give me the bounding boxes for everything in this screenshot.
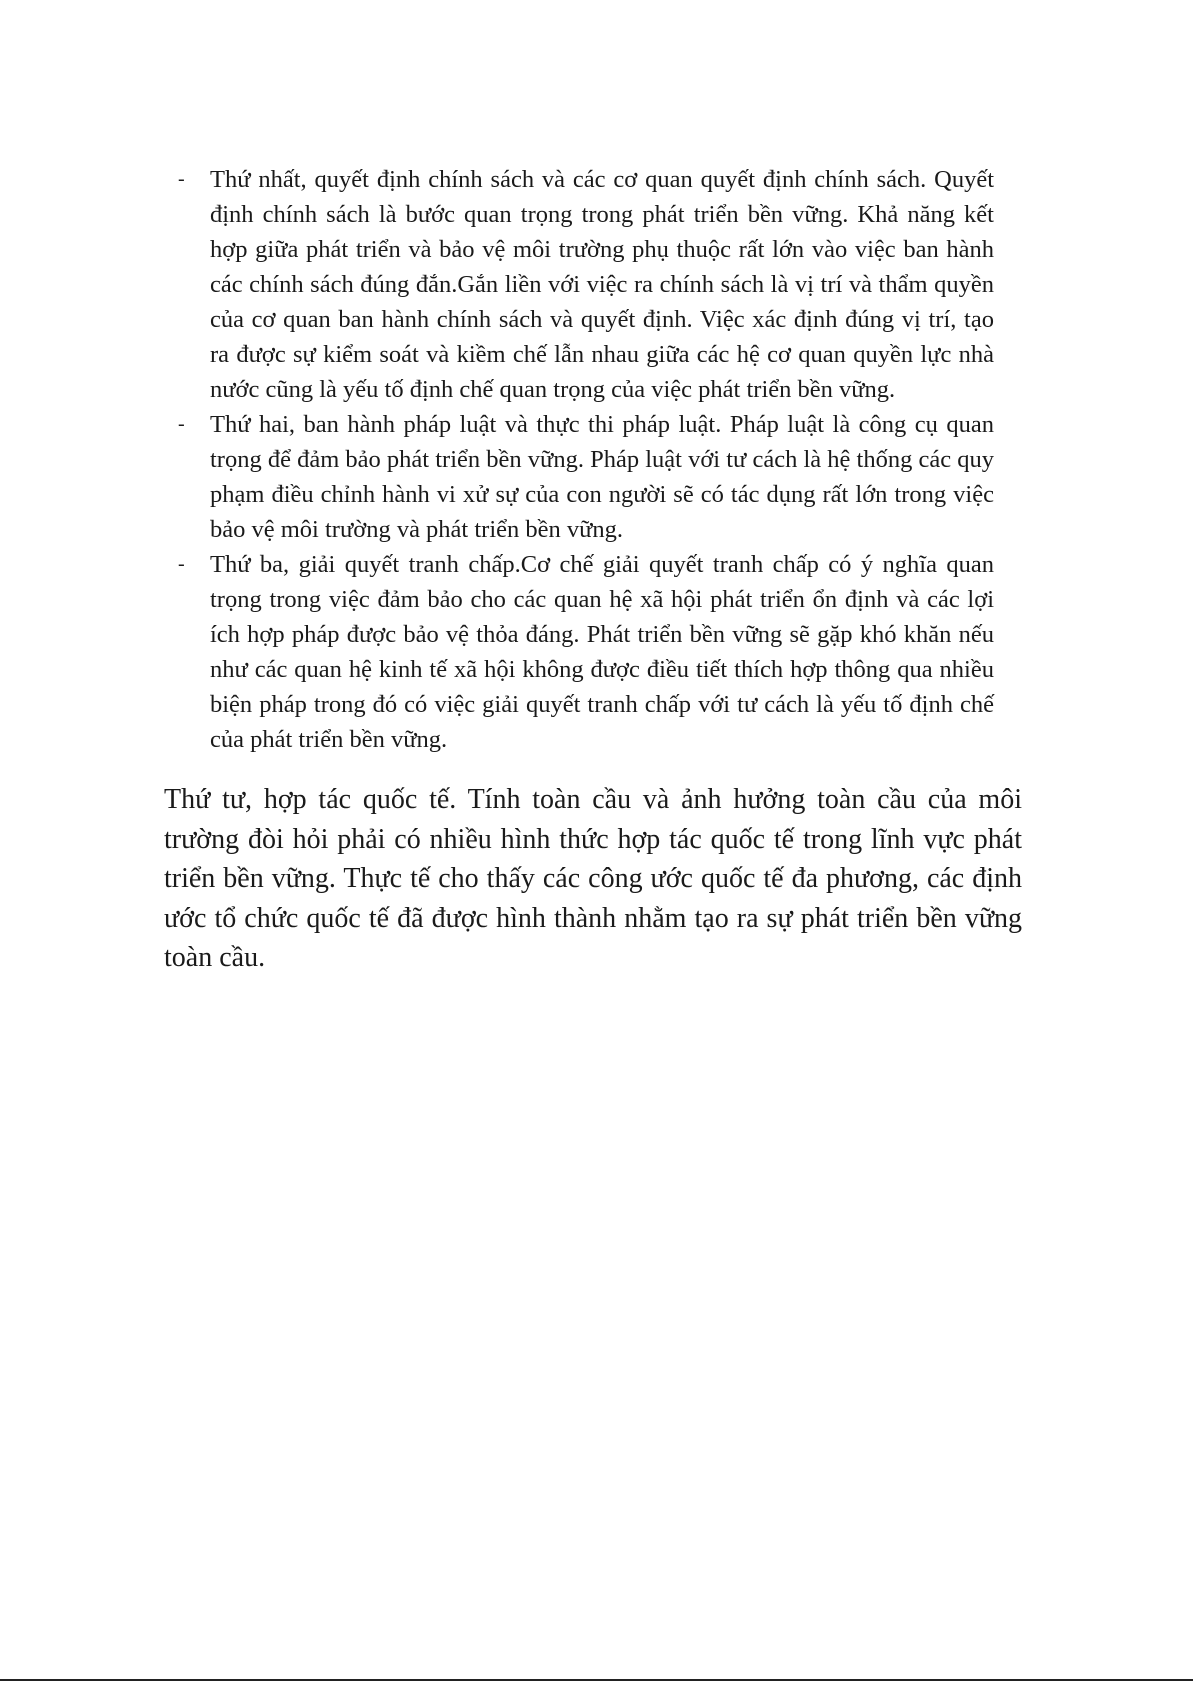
bullet-text: Thứ nhất, quyết định chính sách và các cơ quan quyết định chính sách. Quyết định chính sách là bước quan trọng trong phát triển bền vững. Khả năng kết hợp giữa phát triển và bảo vệ môi trường phụ thuộc rất lớn vào việc ban hành các chính sách đúng đắn.Gắn liền với việc ra chính sách là vị trí và thẩm quyền của cơ quan ban hành chính sách và quyết định. Việc xác định đúng vị trí, tạo ra được sự kiểm soát và kiềm chế lẫn nhau giữa các hệ cơ quan quyền lực nhà nước cũng là yếu tố định chế quan trọng của việc phát triển bền vững. bbox=[210, 166, 994, 403]
list-item bbox=[178, 162, 994, 407]
bottom-rule bbox=[0, 1679, 1193, 1681]
body-paragraph: Thứ tư, hợp tác quốc tế. Tính toàn cầu và ảnh hưởng toàn cầu của môi trường đòi hỏi phải có nhiều hình thức hợp tác quốc tế trong lĩnh vực phát triển bền vững. Thực tế cho thấy các công ước quốc tế đa phương, các định ước tổ chức quốc tế đã được hình thành nhằm tạo ra sự phát triển bền vững toàn cầu. bbox=[164, 784, 1022, 973]
list-item bbox=[178, 547, 994, 757]
bullet-text: Thứ ba, giải quyết tranh chấp.Cơ chế giải quyết tranh chấp có ý nghĩa quan trọng trong việc đảm bảo cho các quan hệ xã hội phát triển ổn định và các lợi ích hợp pháp được bảo vệ thỏa đáng. Phát triển bền vững sẽ gặp khó khăn nếu như các quan hệ kinh tế xã hội không được điều tiết thích hợp thông qua nhiều biện pháp trong đó có việc giải quyết tranh chấp với tư cách là yếu tố định chế của phát triển bền vững. bbox=[210, 551, 994, 753]
list-item bbox=[178, 407, 994, 547]
bullet-text: Thứ hai, ban hành pháp luật và thực thi pháp luật. Pháp luật là công cụ quan trọng để đảm bảo phát triển bền vững. Pháp luật với tư cách là hệ thống các quy phạm điều chỉnh hành vi xử sự của con người sẽ có tác dụng rất lớn trong việc bảo vệ môi trường và phát triển bền vững. bbox=[210, 411, 994, 543]
bullet-list bbox=[178, 162, 994, 757]
bullet-marker: - bbox=[178, 413, 185, 435]
bullet-marker: - bbox=[178, 553, 185, 575]
bullet-marker: - bbox=[178, 168, 185, 190]
